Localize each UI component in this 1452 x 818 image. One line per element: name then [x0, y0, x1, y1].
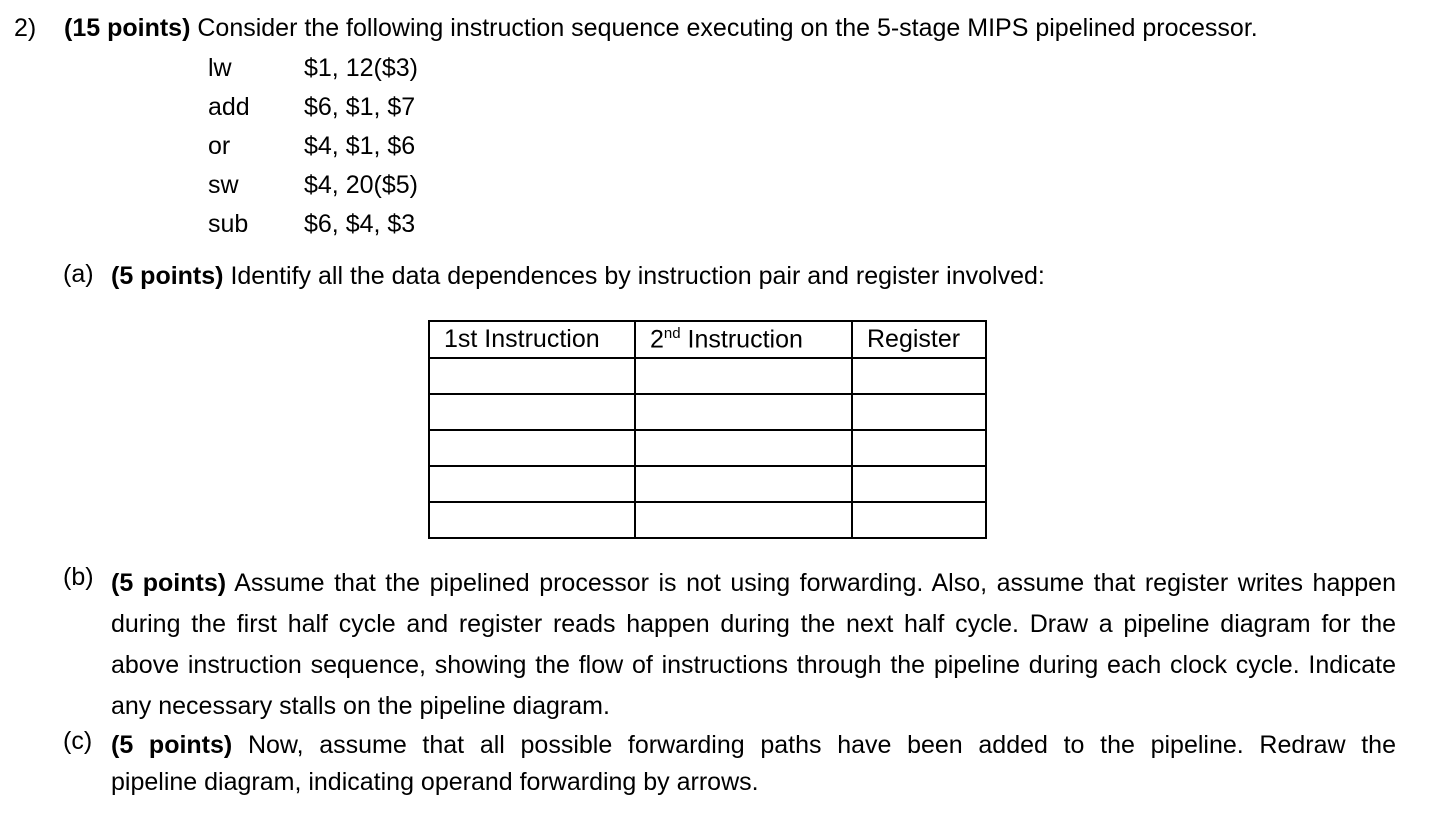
- table-cell: [429, 430, 635, 466]
- instruction-opcode: sub: [208, 210, 249, 238]
- instruction-operands: $6, $1, $7: [304, 93, 416, 121]
- header-second-instruction: 2nd Instruction: [635, 321, 852, 358]
- part-a-points: (5 points): [111, 262, 224, 290]
- table-cell: [429, 394, 635, 430]
- instruction-operands: $6, $4, $3: [304, 210, 416, 238]
- table-cell: [852, 358, 986, 394]
- table-row: [429, 430, 986, 466]
- part-b-text: Assume that the pipelined processor is not using forwarding. Also, assume that register writes happen during the first half cycle and register reads happen during the next half cycle. Draw a pipeline diagram for the above instruction sequence, showing the flow of instructions through the pipeline during each clock cycle. Indicate any necessary stalls on the pipeline diagram.: [111, 569, 1396, 720]
- table-cell: [635, 358, 852, 394]
- dependence-table: [428, 320, 987, 539]
- table-cell: [852, 394, 986, 430]
- question-text: Consider the following instruction sequence executing on the 5-stage MIPS pipelined processor.: [197, 14, 1258, 42]
- instruction-line: [208, 52, 418, 91]
- instruction-operands: $4, 20($5): [304, 171, 418, 199]
- table-row: [429, 394, 986, 430]
- part-b-label: (b): [63, 563, 94, 591]
- table-cell: [429, 502, 635, 538]
- table-cell: [852, 466, 986, 502]
- instruction-opcode: lw: [208, 54, 232, 82]
- header-register: Register: [852, 321, 986, 358]
- table-cell: [852, 430, 986, 466]
- part-c: [63, 727, 1396, 801]
- table-cell: [429, 358, 635, 394]
- question-header: [14, 14, 1258, 43]
- table-cell: [635, 466, 852, 502]
- question-points: (15 points): [64, 14, 191, 42]
- table-header-row: [429, 321, 986, 358]
- table-cell: [429, 466, 635, 502]
- instruction-operands: $4, $1, $6: [304, 132, 416, 160]
- header-first-instruction: 1st Instruction: [429, 321, 635, 358]
- question-number: 2): [14, 14, 37, 42]
- instruction-line: [208, 169, 418, 208]
- part-a-label: (a): [63, 260, 94, 288]
- table-cell: [852, 502, 986, 538]
- table-cell: [635, 502, 852, 538]
- part-a-text: Identify all the data dependences by instruction pair and register involved:: [230, 262, 1045, 290]
- part-c-text-line2: pipeline diagram, indicating operand forwarding by arrows.: [111, 768, 759, 796]
- instruction-operands: $1, 12($3): [304, 54, 418, 82]
- table-row: [429, 358, 986, 394]
- instruction-opcode: add: [208, 93, 250, 121]
- part-c-text-line1: Now, assume that all possible forwarding paths have been added to the pipeline. Redraw the: [247, 731, 1396, 759]
- instruction-opcode: sw: [208, 171, 239, 199]
- instruction-sequence: [208, 52, 418, 247]
- table-row: [429, 466, 986, 502]
- part-c-points: (5 points): [111, 731, 233, 759]
- instruction-line: [208, 91, 418, 130]
- instruction-line: [208, 130, 418, 169]
- instruction-opcode: or: [208, 132, 231, 160]
- part-b: [63, 563, 1396, 727]
- table-cell: [635, 394, 852, 430]
- table-row: [429, 502, 986, 538]
- part-a: [63, 260, 1045, 292]
- part-b-points: (5 points): [111, 569, 227, 597]
- table-cell: [635, 430, 852, 466]
- instruction-line: [208, 208, 418, 247]
- part-c-label: (c): [63, 727, 93, 755]
